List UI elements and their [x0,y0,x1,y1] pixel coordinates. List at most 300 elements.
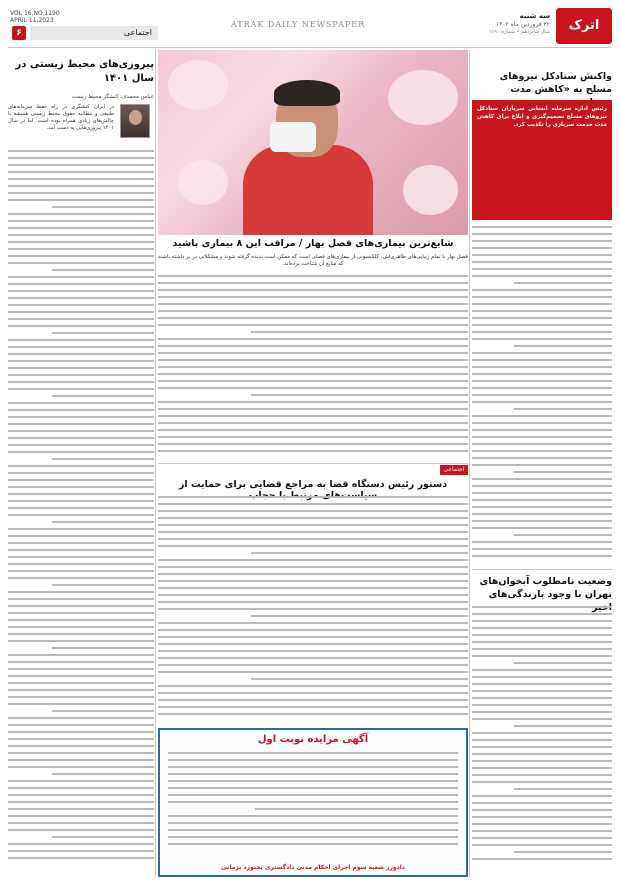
text-line [168,801,458,803]
hijab-story-headline: دستور رئیس دستگاه قضا به مراجع قضایی برای حمایت از [178,479,448,490]
text-line [158,366,468,368]
text-line [158,517,468,519]
blossom [178,160,228,205]
text-line [8,493,154,495]
text-line [8,563,154,565]
text-line [168,759,458,761]
text-line [472,352,612,354]
text-line [8,738,154,740]
text-line [8,815,154,817]
text-line [158,324,468,326]
text-line [472,858,612,860]
text-line [158,573,468,575]
column-divider [155,50,156,877]
text-line [472,324,612,326]
text-line [472,303,612,305]
text-line [168,787,458,789]
text-line [514,788,612,790]
text-line [472,450,612,452]
text-line [52,584,154,586]
text-line [8,346,154,348]
text-line [158,380,468,382]
text-line [514,345,612,347]
text-line [472,506,612,508]
text-line [472,247,612,249]
text-line [472,732,612,734]
text-line [158,303,468,305]
text-line [8,164,154,166]
text-line [8,857,154,859]
text-line [158,317,468,319]
text-line [8,437,154,439]
text-line [158,436,468,438]
left-article-author: عباس محمدی: کنشگر محیط زیست [71,94,154,100]
text-line [472,415,612,417]
text-line [8,633,154,635]
text-line [158,587,468,589]
text-line [8,213,154,215]
text-line [52,647,154,649]
page-number: ۶ [12,26,26,40]
text-line [472,492,612,494]
text-line [8,626,154,628]
text-line [52,521,154,523]
text-line [158,622,468,624]
text-line [8,297,154,299]
text-line [158,706,468,708]
text-line [8,703,154,705]
text-line [472,359,612,361]
man-red-shirt [243,145,373,235]
text-line [472,338,612,340]
text-line [158,373,468,375]
text-line [8,717,154,719]
text-line [8,661,154,663]
text-line [8,234,154,236]
text-line [158,699,468,701]
text-line [8,801,154,803]
text-line [158,359,468,361]
text-line [8,227,154,229]
text-line [472,310,612,312]
text-line [158,531,468,533]
text-line [8,689,154,691]
ad-footer: دادورز شعبه سوم اجرای احکام مدنی دادگستری بجنورد بزمانی [221,864,405,871]
text-line [514,725,612,727]
blossom [168,60,228,110]
newspaper-name: ATRAK DAILY NEWSPAPER [230,20,366,29]
text-line [472,781,612,783]
text-line [472,394,612,396]
text-line [8,514,154,516]
text-line [158,559,468,561]
text-line [514,662,612,664]
text-line [8,605,154,607]
page-header [8,8,612,48]
text-line [8,318,154,320]
issue-info: سال شانزدهم • شماره ۱۱۹۰ [488,29,550,35]
text-line [8,150,154,152]
text-line [8,731,154,733]
text-line [8,416,154,418]
text-line [251,331,468,333]
text-line [158,692,468,694]
text-line [8,724,154,726]
text-line [472,718,612,720]
text-line [158,401,468,403]
text-line [472,254,612,256]
text-line [168,822,458,824]
text-line [8,787,154,789]
text-line [251,615,468,617]
text-line [158,275,468,277]
text-line [158,450,468,452]
column-divider [469,50,470,877]
text-line [8,220,154,222]
main-lead: فصل بهار با تمام زیبایی‌های ظاهری‌اش، کلکسیونی از بیماری‌های فصلی است که ممکن است ندیده گرفته شوند و مشکلاتی در بر داشته باشند که منابع آن شناخت برده‌اند. [158,254,468,267]
text-line [168,829,458,831]
text-line [8,556,154,558]
text-line [251,552,468,554]
text-line [158,545,468,547]
text-line [158,422,468,424]
text-line [158,296,468,298]
text-line [8,500,154,502]
text-line [472,275,612,277]
english-date: APRIL 11,2023 [10,17,54,24]
text-line [158,415,468,417]
text-line [472,401,612,403]
text-line [8,528,154,530]
text-line [8,549,154,551]
text-line [158,524,468,526]
text-line [8,675,154,677]
text-line [8,304,154,306]
left-column [8,50,154,877]
text-line [8,822,154,824]
text-line [8,451,154,453]
text-line [8,752,154,754]
text-line [472,606,612,608]
persian-date: ۲۲ فروردین ماه ۱۴۰۲ [495,21,550,28]
text-line [8,598,154,600]
text-line [472,457,612,459]
text-line [472,499,612,501]
military-service-headline: واکنش ستادکل نیروهای مسلح به «کاهش مدت [499,71,612,95]
text-line [8,808,154,810]
atrak-logo: اترک [556,8,612,44]
text-line [472,366,612,368]
text-line [52,710,154,712]
text-line [472,634,612,636]
left-article-title: پیروزی‌های محیط زیستی در سال ۱۴۰۱ [15,59,154,84]
text-line [8,479,154,481]
text-line [472,683,612,685]
text-line [251,678,468,680]
military-service-lead: رئیس اداره سرمایه انسانی سربازان ستادکل نیروهای مسلح تصمیم‌گیری و ابلاغ برای کاهش مدت خدمت سربازی را تکذیب کرد. [472,100,612,220]
text-line [168,752,458,754]
text-line [8,283,154,285]
text-line [8,402,154,404]
text-line [472,739,612,741]
blossom [403,165,458,215]
text-line [8,542,154,544]
text-line [472,422,612,424]
text-line [472,711,612,713]
text-line [8,668,154,670]
text-line [255,808,458,810]
text-line [472,802,612,804]
text-line [514,408,612,410]
text-line [472,816,612,818]
text-line [168,836,458,838]
text-line [8,171,154,173]
text-line [158,310,468,312]
text-line [158,650,468,652]
text-line [472,620,612,622]
text-line [514,534,612,536]
text-line [158,345,468,347]
text-line [472,331,612,333]
text-line [472,261,612,263]
text-line [472,767,612,769]
ad-body [168,752,458,852]
text-line [52,836,154,838]
text-line [8,465,154,467]
text-line [168,794,458,796]
section-divider [472,569,612,570]
text-line [168,780,458,782]
section-tag: اجتماعی [440,465,468,475]
text-line [8,780,154,782]
text-line [158,387,468,389]
text-line [8,507,154,509]
text-line [8,766,154,768]
persian-date-block [465,12,550,36]
text-line [8,290,154,292]
text-line [8,367,154,369]
main-headline: شایع‌ترین بیماری‌های فصل بهار / مراقب این ۸ بیماری باشید [172,238,454,249]
text-line [8,619,154,621]
text-line [472,753,612,755]
text-line [472,268,612,270]
text-line [472,478,612,480]
text-line [8,535,154,537]
text-line [8,696,154,698]
header-left [8,10,158,44]
author-photo [120,104,150,138]
text-line [8,591,154,593]
text-line [472,233,612,235]
text-line [8,640,154,642]
text-line [472,655,612,657]
sneezing-man-photo [158,50,468,235]
text-line [158,713,468,715]
text-line [8,829,154,831]
text-line [472,555,612,557]
text-line [8,682,154,684]
text-line [472,844,612,846]
text-line [8,178,154,180]
man-hair [274,80,340,106]
text-line [158,429,468,431]
text-line [472,627,612,629]
text-line [158,594,468,596]
text-line [8,612,154,614]
text-line [168,773,458,775]
text-line [158,510,468,512]
text-line [472,436,612,438]
text-line [472,823,612,825]
auction-ad-box [158,728,468,877]
volume-number: VOL 16,NO.1190 [10,10,60,17]
text-line [8,255,154,257]
text-line [472,464,612,466]
blossom [388,70,458,125]
text-line [8,339,154,341]
text-line [472,520,612,522]
text-line [8,248,154,250]
text-line [514,471,612,473]
ad-title: آگهی مزایده نوبت اول [257,734,369,745]
text-line [472,830,612,832]
text-line [472,809,612,811]
text-line [472,837,612,839]
text-line [158,338,468,340]
volume-info [10,10,60,24]
text-line [8,374,154,376]
text-line [8,745,154,747]
text-line [8,759,154,761]
text-line [158,636,468,638]
text-line [8,192,154,194]
text-line [8,360,154,362]
text-line [168,766,458,768]
text-line [158,443,468,445]
text-line [472,746,612,748]
tehran-aquifer-headline: وضعیت نامطلوب آبخوان‌های تهران با وجود بارندگی‌های [479,576,612,600]
text-line [158,496,468,498]
text-line [472,429,612,431]
text-line [472,648,612,650]
text-line [472,317,612,319]
text-line [8,486,154,488]
text-line [251,394,468,396]
text-line [158,580,468,582]
text-line [472,387,612,389]
text-line [168,815,458,817]
hijab-story-body [158,496,468,721]
right-column [472,50,612,877]
text-line [8,311,154,313]
text-line [514,851,612,853]
text-line [472,613,612,615]
text-line [472,795,612,797]
text-line [158,289,468,291]
text-line [472,541,612,543]
text-line [8,577,154,579]
text-line [472,641,612,643]
text-line [472,226,612,228]
text-line [472,690,612,692]
text-line [8,157,154,159]
text-line [8,654,154,656]
text-line [8,353,154,355]
text-line [8,444,154,446]
main-article-body [158,275,468,460]
text-line [472,289,612,291]
text-line [8,850,154,852]
text-line [158,643,468,645]
text-line [472,527,612,529]
text-line [8,262,154,264]
weekday: سه شنبه [519,12,550,20]
text-line [158,503,468,505]
section-divider [158,463,468,464]
text-line [8,430,154,432]
text-line [158,629,468,631]
text-line [158,608,468,610]
text-line [158,566,468,568]
text-line [158,685,468,687]
text-line [472,380,612,382]
text-line [52,269,154,271]
text-line [8,843,154,845]
text-line [472,443,612,445]
text-line [158,671,468,673]
text-line [8,388,154,390]
text-line [472,485,612,487]
text-line [514,282,612,284]
text-line [8,409,154,411]
text-line [472,697,612,699]
left-article-intro: در ایران کنشگری در راه حفظ سرمایه‌های طبیعی و مطالبه حقوق محیط زیستی همیشه با چالش‌های زیادی همراه بوده است. اما در سال ۱۴۰۱ پیروزی‌هایی به دست آمد. [8,104,114,131]
text-line [8,794,154,796]
text-line [8,199,154,201]
left-article-body [8,150,154,870]
text-line [472,296,612,298]
text-line [472,704,612,706]
text-line [52,206,154,208]
section-label: اجتماعی [30,26,158,40]
text-line [472,669,612,671]
text-line [8,570,154,572]
text-line [8,423,154,425]
text-line [8,276,154,278]
text-line [8,472,154,474]
text-line [8,325,154,327]
text-line [8,185,154,187]
text-line [472,548,612,550]
text-line [8,241,154,243]
text-line [472,676,612,678]
text-line [472,774,612,776]
text-line [472,760,612,762]
text-line [52,773,154,775]
text-line [472,513,612,515]
text-line [52,395,154,397]
text-line [158,664,468,666]
text-line [158,352,468,354]
text-line [158,601,468,603]
text-line [158,282,468,284]
military-service-body [472,226,612,566]
text-line [158,538,468,540]
text-line [472,240,612,242]
text-line [168,843,458,845]
text-line [52,458,154,460]
text-line [472,373,612,375]
